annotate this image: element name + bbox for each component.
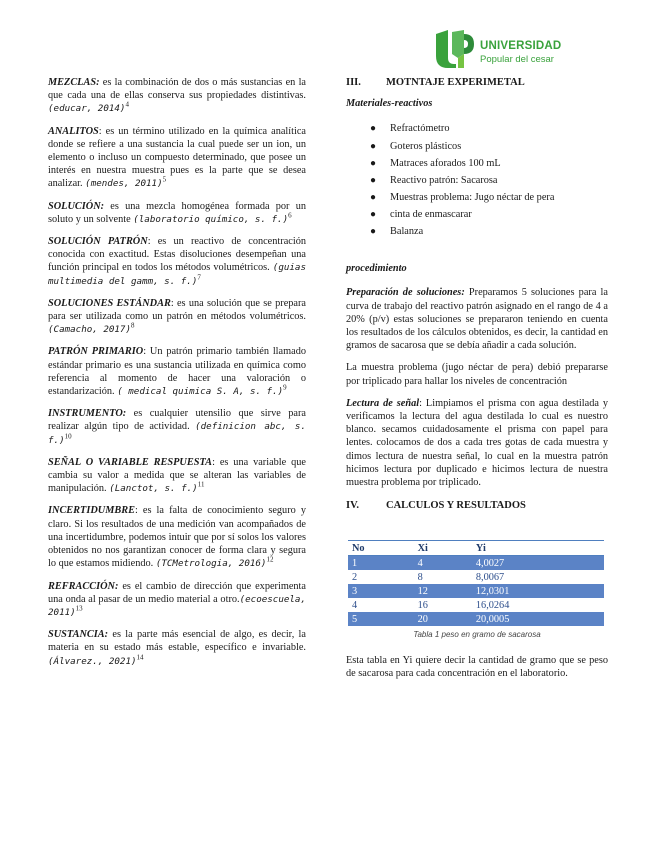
list-item: ● Goteros plásticos	[370, 140, 462, 152]
upc-logo-icon	[434, 28, 476, 70]
materials-title: Materiales-reactivos	[346, 98, 433, 110]
table-row: 4 16 16,0264	[348, 598, 604, 612]
definition-paragraph: SOLUCIONES ESTÁNDAR: es una solución que se prepara para ser utilizada como un patrón en métodos volumétricos. (Camacho, 2017)$^8$	[48, 297, 306, 336]
list-item: ● cinta de enmascarar	[370, 208, 472, 220]
bullet-icon: ●	[370, 174, 377, 186]
table-explanation: Esta tabla en Yi quiere decir la cantidad de gramo que se peso de sacarosa para cada concentración en el laboratorio.	[346, 654, 608, 679]
procedure-title: procedimiento	[346, 263, 407, 275]
definition-paragraph: SOLUCIÓN: es una mezcla homogénea formada por un soluto y un solvente (laboratorio químico, s. f.)$^6$	[48, 200, 306, 225]
results-table	[348, 540, 604, 626]
bullet-icon: ●	[370, 123, 377, 135]
bullet-icon: ●	[370, 208, 377, 220]
list-item: ● Balanza	[370, 225, 424, 237]
definition-paragraph: SEÑAL O VARIABLE RESPUESTA: es una variable que cambia su valor a medida que se alteran las variables de manipulación. (Lanctot, s. f.)$^{11}$	[48, 456, 306, 495]
table-row: 1 4 4,0027	[348, 556, 604, 571]
list-item: ● Matraces aforados 100 mL	[370, 157, 501, 169]
list-item: ● Muestras problema: Jugo néctar de pera	[370, 191, 555, 203]
definition-paragraph: ANALITOS: es un término utilizado en la química analítica donde se refiere a una sustancia la cual puede ser un ion, un elemento o incluso un compuesto determinado, que posee un interés en nuestra muestra pues es la parte que se desea analizar. (mendes, 2011)$^5$	[48, 125, 306, 190]
table-caption: Tabla 1 peso en gramo de sacarosa	[413, 630, 541, 640]
logo-title: UNIVERSIDAD	[480, 40, 562, 52]
logo-subtitle: Popular del cesar	[480, 54, 554, 65]
definition-paragraph: REFRACCIÓN: es el cambio de dirección que experimenta una onda al pasar de un medio material a otro.(ecoescuela, 2011)$^{13}$	[48, 580, 306, 618]
right-column	[346, 76, 608, 689]
left-column	[48, 76, 306, 677]
list-item: ● Reactivo patrón: Sacarosa	[370, 174, 498, 186]
bullet-icon: ●	[370, 140, 377, 152]
materials-list	[346, 122, 608, 238]
definition-paragraph: PATRÓN PRIMARIO: Un patrón primario también llamado estándar primario es una sustancia utilizada en química como referencia al momento de hacer una valoración o estandarización. ( medical quimica S. A, s. f.)$^9$	[48, 346, 306, 398]
definition-paragraph: SUSTANCIA: es la parte más esencial de algo, es decir, la materia en su estado más estable, específico e invariable. (Álvarez., 2021)$^{14}$	[48, 629, 306, 667]
list-item: ● Refractómetro	[370, 123, 450, 135]
table-row: 2 8 8,0067	[348, 570, 604, 584]
university-logo	[434, 28, 574, 70]
bullet-icon: ●	[370, 225, 377, 237]
bullet-icon: ●	[370, 191, 377, 203]
section-heading: IV. CALCULOS Y RESULTADOS	[346, 500, 526, 512]
table-row: 3 12 12,0301	[348, 584, 604, 598]
definition-paragraph: SOLUCIÓN PATRÓN: es un reactivo de concentración conocida con exactitud. Estas disoluciones desempeñan una función principal en todos los métodos volumétricos. (guias multimedia del gamm, s. f.)$^7$	[48, 236, 306, 287]
definition-paragraph: INSTRUMENTO: es cualquier utensilio que sirve para realizar algún tipo de actividad. (definicion abc, s. f.)$^{10}$	[48, 408, 306, 446]
bullet-icon: ●	[370, 157, 377, 169]
definition-paragraph: MEZCLAS: es la combinación de dos o más sustancias en la que cada una de ellas conserva sus propiedades distintivas. (educar, 2014)$^4$	[48, 77, 306, 115]
preparation-paragraph: Preparación de soluciones: Preparamos 5 soluciones para la curva de trabajo del reactivo patrón asignado en el rango de 4 a 20% (p/v) estas soluciones se prepararon teniendo en cuenta los resultados de los cálculos obtenidos, es decir, la cantidad en gramos de sacarosa que se debía añadir a cada solución.	[346, 287, 608, 352]
reading-paragraph: Lectura de señal: Limpiamos el prisma con agua destilada y verificamos la lectura del agua destilada lo cual es nuestro blanco. secamos cuidadosamente el prisma con papel para lentes. colocamos de dos a cada tres gotas de cada muestra y dimos lectura de nuestra señal, lo cual en la muestra patrón hicimos lectura por duplicado e hicimos lectura de nuestra muestra problema por triplicado.	[346, 397, 609, 489]
table-header-row: No Xi Yi	[348, 541, 604, 556]
table-row: 5 20 20,0005	[348, 612, 604, 626]
section-heading: III. MOTNTAJE EXPERIMETAL	[346, 77, 525, 88]
sample-paragraph: La muestra problema (jugo néctar de pera) debió prepararse por triplicado para hallar los niveles de concentración	[346, 362, 608, 387]
definition-paragraph: INCERTIDUMBRE: es la falta de conocimiento seguro y claro. Si los resultados de una medición van acompañados de una incertidumbre, podemos intuir que por sí solos los valores obtenidos no nos garantizan conocer de forma clara y segura lo que estamos midiendo. (TCMetrologia, 2016)$^{12}$	[48, 505, 306, 570]
